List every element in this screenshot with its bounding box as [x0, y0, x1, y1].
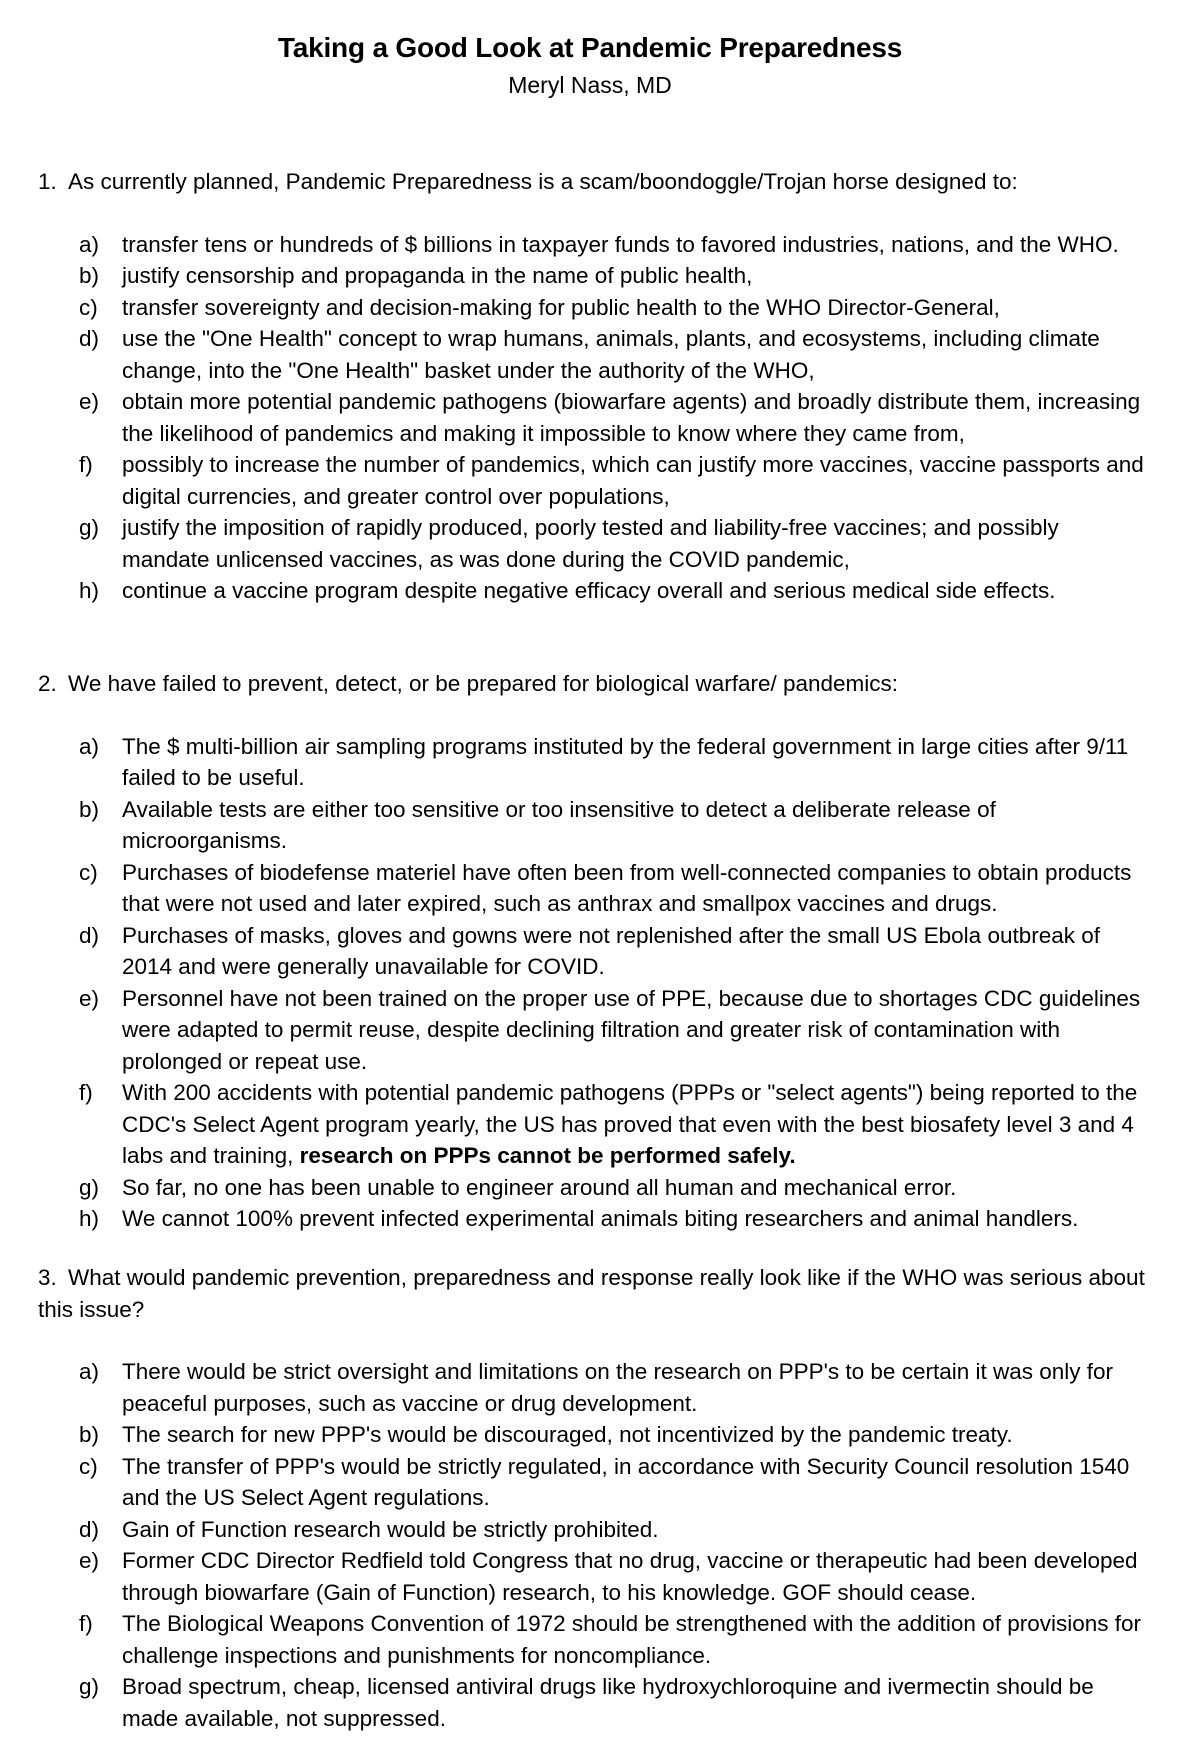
item-marker: d): [79, 922, 100, 948]
section-heading: [38, 668, 1148, 700]
item-marker: a): [79, 231, 100, 257]
item-marker: e): [79, 389, 100, 414]
list-item: [38, 1172, 1148, 1204]
section-1-list: [38, 229, 1148, 607]
list-item: [38, 920, 1148, 983]
item-marker: c): [79, 859, 98, 885]
item-text: continue a vaccine program despite negative efficacy overall and serious medical side effects.: [122, 578, 1056, 603]
item-text: Gain of Function research would be strictly prohibited.: [122, 1516, 659, 1542]
item-text: The $ multi-billion air sampling programs instituted by the federal government in large cities after 9/11 failed to be useful.: [122, 733, 1129, 790]
item-marker: a): [79, 1359, 100, 1384]
item-text: We cannot 100% prevent infected experimental animals biting researchers and animal handlers.: [122, 1206, 1079, 1231]
list-item: [38, 1203, 1148, 1235]
item-marker: h): [79, 578, 100, 603]
item-text: Former CDC Director Redfield told Congress that no drug, vaccine or therapeutic had been developed through biowarfare (Gain of Function) research, to his knowledge. GOF should cease.: [122, 1548, 1138, 1605]
item-text: Broad spectrum, cheap, licensed antiviral drugs like hydroxychloroquine and ivermectin should be made available, not suppressed.: [122, 1674, 1094, 1731]
list-item: [38, 1356, 1148, 1419]
item-text: So far, no one has been unable to engineer around all human and mechanical error.: [122, 1174, 957, 1200]
item-marker: e): [79, 985, 100, 1011]
section-number: 1.: [38, 169, 57, 194]
item-text: Purchases of biodefense materiel have often been from well-connected companies to obtain products that were not used and later expired, such as anthrax and smallpox vaccines and drugs.: [122, 859, 1132, 916]
item-text: The transfer of PPP's would be strictly regulated, in accordance with Security Council resolution 1540 and the US Select Agent regulations.: [122, 1453, 1130, 1510]
item-marker: e): [79, 1548, 100, 1573]
item-marker: b): [79, 263, 100, 288]
item-text: The Biological Weapons Convention of 1972 should be strengthened with the addition of provisions for challenge inspections and punishments for noncompliance.: [122, 1611, 1141, 1668]
section-2-list: [38, 731, 1148, 1235]
item-text: Available tests are either too sensitive or too insensitive to detect a deliberate release of microorganisms.: [122, 796, 996, 853]
item-text: use the "One Health" concept to wrap humans, animals, plants, and ecosystems, including climate change, into the "One Health" basket under the authority of the WHO,: [122, 326, 1100, 383]
section-heading: [38, 1262, 1148, 1325]
item-marker: f): [79, 452, 93, 477]
list-item: [38, 292, 1148, 324]
list-item: [38, 1514, 1148, 1546]
item-marker: g): [79, 1174, 100, 1200]
item-text: There would be strict oversight and limitations on the research on PPP's to be certain it was only for peaceful purposes, such as vaccine or drug development.: [122, 1359, 1114, 1416]
section-2: [38, 668, 1148, 1235]
document-title: Taking a Good Look at Pandemic Preparedness: [277, 32, 903, 63]
list-item: [38, 449, 1148, 512]
item-text: The search for new PPP's would be discouraged, not incentivized by the pandemic treaty.: [122, 1422, 1013, 1447]
list-item: [38, 1419, 1148, 1451]
item-text: transfer tens or hundreds of $ billions in taxpayer funds to favored industries, nations, and the WHO.: [122, 231, 1119, 257]
item-text: obtain more potential pandemic pathogens (biowarfare agents) and broadly distribute them, increasing the likelihood of pandemics and making it impossible to know where they came from,: [122, 389, 1141, 446]
section-heading-text: What would pandemic prevention, preparedness and response really look like if the WHO was serious about this issue?: [38, 1265, 1145, 1322]
item-marker: c): [79, 294, 98, 320]
list-item: [38, 1545, 1148, 1608]
section-1: [38, 166, 1148, 607]
list-item: [38, 1671, 1148, 1734]
list-item: [38, 512, 1148, 575]
item-marker: f): [79, 1080, 93, 1105]
item-text: With 200 accidents with potential pandemic pathogens (PPPs or "select agents") being reported to the CDC's Select Agent program yearly, the US has proved that even with the best biosafety level 3 and 4 labs and training,: [122, 1080, 1138, 1168]
document-author: Meryl Nass, MD: [508, 72, 672, 98]
item-marker: b): [79, 1422, 100, 1447]
item-marker: d): [79, 1516, 100, 1542]
item-marker: f): [79, 1611, 93, 1636]
list-item: [38, 229, 1148, 261]
item-marker: b): [79, 796, 100, 822]
item-text: possibly to increase the number of pandemics, which can justify more vaccines, vaccine passports and digital currencies, and greater control over populations,: [122, 452, 1144, 509]
list-item: [38, 1451, 1148, 1514]
item-marker: c): [79, 1453, 98, 1479]
item-emphasis: research on PPPs cannot be performed safely.: [299, 1143, 796, 1168]
section-number: 3.: [38, 1265, 57, 1290]
item-marker: a): [79, 733, 100, 759]
list-item: [38, 1608, 1148, 1671]
section-heading: [38, 166, 1148, 198]
section-heading-text: We have failed to prevent, detect, or be prepared for biological warfare/ pandemics:: [68, 671, 899, 696]
list-item: [38, 794, 1148, 857]
item-text: justify censorship and propaganda in the name of public health,: [122, 263, 753, 288]
item-marker: g): [79, 515, 100, 540]
list-item: [38, 983, 1148, 1078]
list-item: [38, 323, 1148, 386]
section-3: [38, 1262, 1148, 1734]
list-item: [38, 575, 1148, 607]
item-marker: g): [79, 1674, 100, 1699]
list-item: [38, 857, 1148, 920]
item-text: justify the imposition of rapidly produced, poorly tested and liability-free vaccines; and possibly mandate unlicensed vaccines, as was done during the COVID pandemic,: [122, 515, 1059, 572]
section-heading-text: As currently planned, Pandemic Preparedness is a scam/boondoggle/Trojan horse designed to:: [68, 169, 1018, 194]
list-item: [38, 1077, 1148, 1172]
list-item: [38, 386, 1148, 449]
item-marker: h): [79, 1206, 100, 1231]
list-item: [38, 260, 1148, 292]
section-number: 2.: [38, 671, 57, 696]
item-text: Personnel have not been trained on the proper use of PPE, because due to shortages CDC guidelines were adapted to permit reuse, despite declining filtration and greater risk of contamination with prolonged or repeat use.: [122, 985, 1141, 1074]
section-3-list: [38, 1356, 1148, 1734]
item-marker: d): [79, 326, 100, 351]
item-text: Purchases of masks, gloves and gowns were not replenished after the small US Ebola outbreak of 2014 and were generally unavailable for COVID.: [122, 922, 1101, 979]
item-text: transfer sovereignty and decision-making for public health to the WHO Director-General,: [122, 294, 1000, 320]
list-item: [38, 731, 1148, 794]
